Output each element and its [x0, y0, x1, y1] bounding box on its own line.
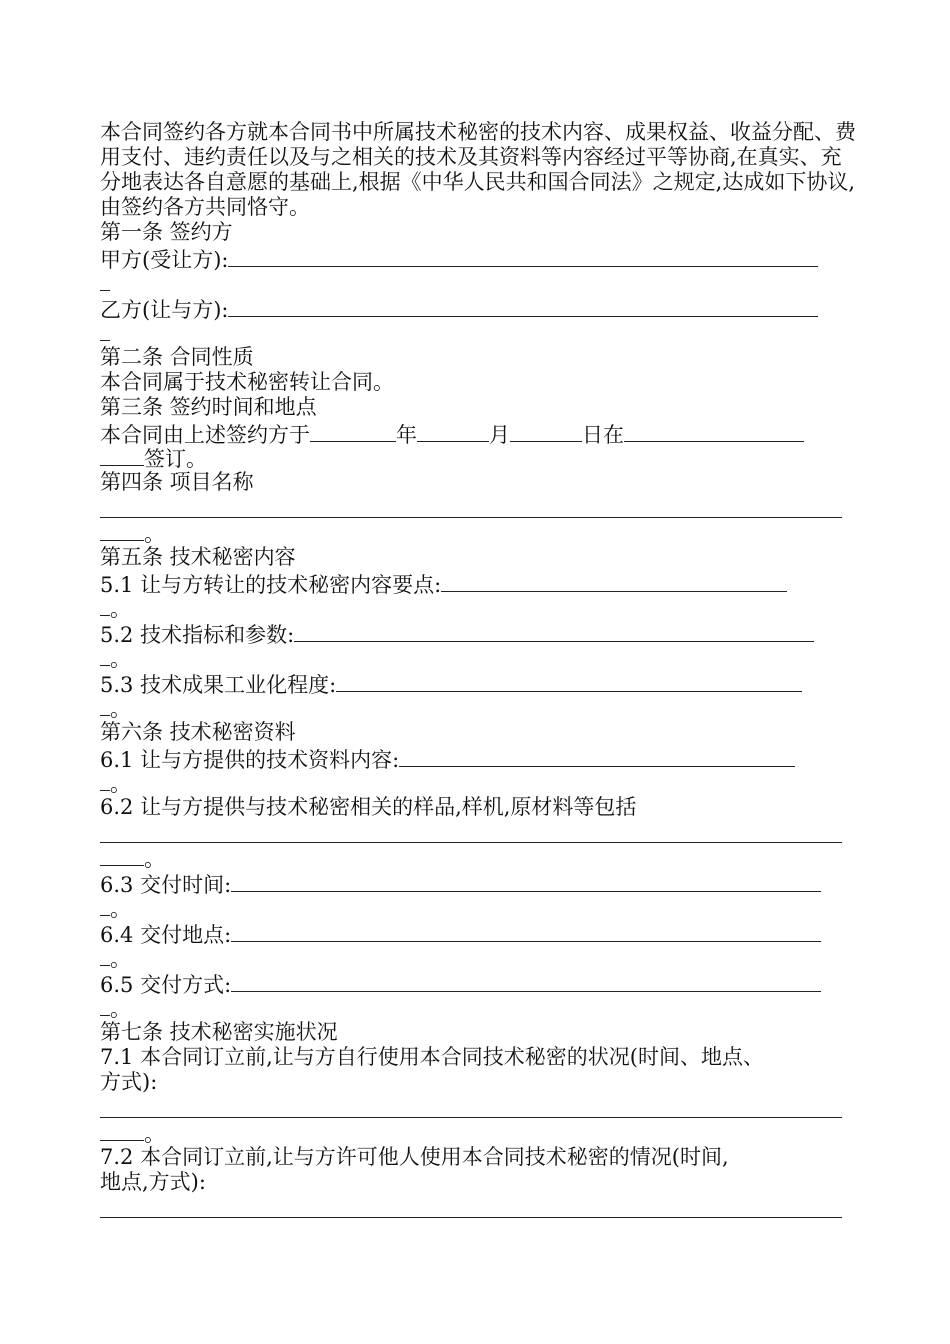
item-7-2-line-1: 7.2 本合同订立前,让与方许可他人使用本合同技术秘密的情况(时间, — [100, 1145, 729, 1169]
party-b-label: 乙方(让与方): — [100, 298, 229, 322]
item-7-2-line-2: 地点,方式): — [100, 1170, 206, 1194]
party-b-field[interactable] — [228, 295, 818, 317]
party-a-field[interactable] — [228, 245, 818, 267]
item-5-2-field[interactable] — [294, 620, 814, 642]
party-b-row — [100, 295, 860, 320]
article-5-title: 第五条 技术秘密内容 — [100, 545, 296, 569]
item-5-1-field[interactable] — [441, 570, 787, 592]
item-5-1-row: 5.1 让与方转让的技术秘密内容要点: — [100, 570, 860, 595]
item-6-4-row: 6.4 交付地点: — [100, 920, 860, 945]
party-a-row — [100, 245, 860, 270]
day-field[interactable] — [510, 420, 582, 442]
year-field[interactable] — [310, 420, 396, 442]
item-6-2-field[interactable] — [100, 820, 860, 845]
article-1-title: 第一条 签约方 — [100, 220, 233, 244]
article-6-title: 第六条 技术秘密资料 — [100, 720, 296, 744]
item-7-1-line-2: 方式): — [100, 1070, 158, 1094]
intro-paragraph: 本合同签约各方就本合同书中所属技术秘密的技术内容、成果权益、收益分配、费用支付、违约责任以及与之相关的技术及其资料等内容经过平等协商,在真实、充分地表达各自意愿的基础上,根据《中华人民共和国合同法》之规定,达成如下协议,由签约各方共同恪守。 — [100, 120, 856, 219]
item-6-5-field[interactable] — [231, 970, 821, 992]
item-7-1-line-1: 7.1 本合同订立前,让与方自行使用本合同技术秘密的状况(时间、地点、 — [100, 1045, 764, 1069]
project-name-overflow: 。 — [100, 520, 860, 545]
place-field[interactable] — [624, 420, 804, 442]
item-6-5-row: 6.5 交付方式: — [100, 970, 860, 995]
project-name-field[interactable] — [100, 495, 860, 520]
item-6-4-field[interactable] — [231, 920, 821, 942]
party-b-overflow — [100, 320, 860, 345]
signing-suffix-row: 签订。 — [100, 445, 860, 470]
item-7-1-field[interactable] — [100, 1095, 860, 1120]
party-a-overflow — [100, 270, 860, 295]
contract-page: 本合同签约各方就本合同书中所属技术秘密的技术内容、成果权益、收益分配、费用支付、违约责任以及与之相关的技术及其资料等内容经过平等协商,在真实、充分地表达各自意愿的基础上,根据《中华人民共和国合同法》之规定,达成如下协议,由签约各方共同恪守。 第一条 签约方 甲方(受让方): 乙方(让与方): 第二条 合同性质 本合同属于技术秘密转让合同。 第三条 签约时间和地点 本合同由上述签约方于 年 月 日在 签订。 第四条 项目名称 。 第五条 技术秘密内容 5.1 让与方转让的技术秘密内容要点: 。 5.2 技术指标和参数: 。 5.3 技术成果工业化程度: 。 第六条 技术秘密资料 6.1 让与方提供的技术资料内容: 。 6.2 让与方提供与技术秘密相关的样品,样机,原材料等包括 。 6.3 交付时间: 。 6.4 交付地点: 。 6.5 交付方式: 。 第七条 技术秘密实施状况 7.1 本合同订立前,让与方自行使用本合同技术秘密的状况(时间、地点、 方式): 。 7.2 本合同订立前,让与方许可他人使用本合同技术秘密的情况(时间, 地点,方式): — [100, 120, 860, 1220]
article-2-text: 本合同属于技术秘密转让合同。 — [100, 370, 394, 394]
item-6-3-row: 6.3 交付时间: — [100, 870, 860, 895]
item-7-2-field[interactable] — [100, 1195, 860, 1220]
item-5-2-row: 5.2 技术指标和参数: — [100, 620, 860, 645]
month-field[interactable] — [417, 420, 489, 442]
signing-date-row: 本合同由上述签约方于 年 月 日在 — [100, 420, 860, 445]
party-a-label: 甲方(受让方): — [100, 248, 229, 272]
article-4-title: 第四条 项目名称 — [100, 470, 254, 494]
article-7-title: 第七条 技术秘密实施状况 — [100, 1020, 338, 1044]
article-2-title: 第二条 合同性质 — [100, 345, 254, 369]
item-6-3-field[interactable] — [231, 870, 821, 892]
item-6-1-row: 6.1 让与方提供的技术资料内容: — [100, 745, 860, 770]
item-6-2-row: 6.2 让与方提供与技术秘密相关的样品,样机,原材料等包括 — [100, 795, 637, 819]
article-3-title: 第三条 签约时间和地点 — [100, 395, 317, 419]
item-5-3-row: 5.3 技术成果工业化程度: — [100, 670, 860, 695]
item-5-3-field[interactable] — [336, 670, 802, 692]
item-6-1-field[interactable] — [399, 745, 795, 767]
